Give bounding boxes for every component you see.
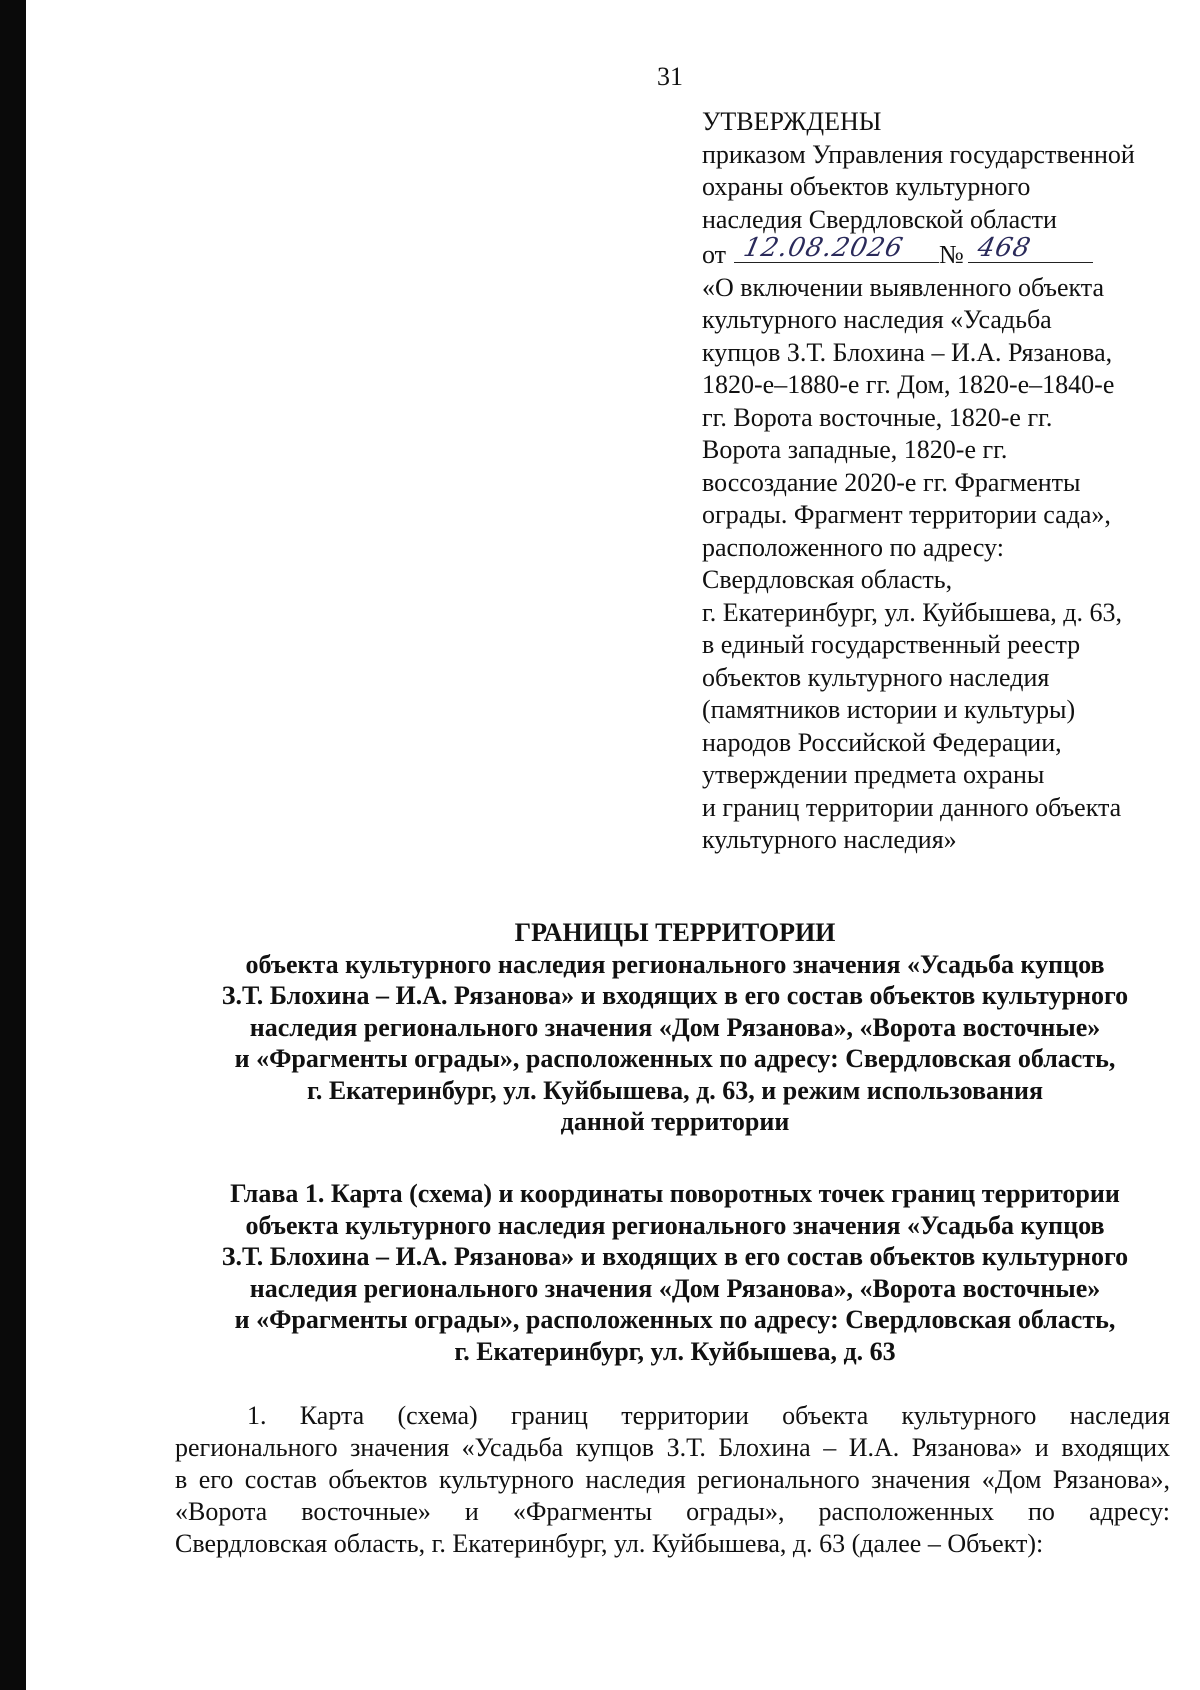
approval-line: народов Российской Федерации,: [702, 727, 1062, 757]
approval-line: Ворота западные, 1820-е гг.: [702, 435, 1008, 464]
chapter-title-line: наследия регионального значения «Дом Рязанова», «Ворота восточные»: [249, 1273, 1101, 1303]
approval-line: гг. Ворота восточные, 1820-е гг.: [702, 402, 1053, 432]
main-title-line: объекта культурного наследия регионального значения «Усадьба купцов: [245, 949, 1105, 979]
approval-line: ограды. Фрагмент территории сада»,: [702, 500, 1111, 529]
paragraph-line: 1. Карта (схема) границ территории объекта культурного наследия: [247, 1401, 1170, 1430]
approval-line: приказом Управления государственной: [702, 139, 1135, 169]
approval-line: культурного наследия «Усадьба: [702, 305, 1052, 334]
main-title-line: г. Екатеринбург, ул. Куйбышева, д. 63, и режим использования: [306, 1075, 1044, 1105]
chapter-title: [175, 1178, 1175, 1367]
chapter-title-line: и «Фрагменты ограды», расположенных по адресу: Свердловская область,: [234, 1305, 1116, 1334]
paragraph-1: [175, 1400, 1170, 1560]
approval-line: воссоздание 2020-е гг. Фрагменты: [702, 467, 1081, 497]
approval-line: охраны объектов культурного: [702, 172, 1031, 201]
main-title-line: и «Фрагменты ограды», расположенных по адресу: Свердловская область,: [234, 1044, 1116, 1073]
approval-line: культурного наследия»: [702, 825, 957, 854]
date-field: [734, 232, 939, 263]
page-number: 31: [657, 62, 683, 91]
scan-edge: [0, 0, 26, 1690]
approval-line: объектов культурного наследия: [702, 662, 1050, 692]
chapter-title-line: г. Екатеринбург, ул. Куйбышева, д. 63: [454, 1336, 896, 1366]
main-title-line: данной территории: [560, 1107, 790, 1136]
chapter-title-line: З.Т. Блохина – И.А. Рязанова» и входящих в его состав объектов культурного: [221, 1242, 1129, 1271]
paragraph-line: регионального значения «Усадьба купцов З.Т. Блохина – И.А. Рязанова» и входящих: [175, 1433, 1170, 1462]
number-label: №: [939, 240, 964, 269]
chapter-title-line: Глава 1. Карта (схема) и координаты поворотных точек границ территории: [230, 1179, 1120, 1208]
main-title-line: З.Т. Блохина – И.А. Рязанова» и входящих в его состав объектов культурного: [221, 981, 1129, 1010]
approval-block: [702, 106, 1182, 857]
approval-line: Свердловская область,: [702, 565, 953, 594]
handwritten-date: 12.08.2026: [740, 232, 907, 263]
approval-line: 1820-е–1880-е гг. Дом, 1820-е–1840-е: [702, 370, 1115, 399]
approval-line: утверждении предмета охраны: [702, 760, 1045, 789]
main-title: [175, 917, 1175, 1138]
approval-line: наследия Свердловской области: [702, 204, 1057, 234]
paragraph-line: Свердловская область, г. Екатеринбург, ул. Куйбышева, д. 63 (далее – Объект):: [175, 1529, 1044, 1558]
approval-line: г. Екатеринбург, ул. Куйбышева, д. 63,: [702, 597, 1123, 627]
chapter-title-line: объекта культурного наследия регионального значения «Усадьба купцов: [245, 1210, 1105, 1240]
paragraph-line: «Ворота восточные» и «Фрагменты ограды», расположенных по адресу:: [175, 1497, 1170, 1526]
approval-line: купцов З.Т. Блохина – И.А. Рязанова,: [702, 337, 1113, 367]
approval-heading: УТВЕРЖДЕНЫ: [702, 107, 882, 136]
handwritten-number: 468: [974, 232, 1034, 263]
from-label: от: [702, 240, 727, 269]
main-title-line: наследия регионального значения «Дом Рязанова», «Ворота восточные»: [249, 1012, 1101, 1042]
approval-line: расположенного по адресу:: [702, 532, 1004, 562]
approval-line: в единый государственный реестр: [702, 630, 1081, 659]
number-field: [968, 232, 1093, 263]
approval-line: и границ территории данного объекта: [702, 792, 1122, 822]
paragraph-line: в его состав объектов культурного наследия регионального значения «Дом Рязанова»,: [175, 1465, 1170, 1494]
approval-date-line: [702, 232, 1182, 272]
approval-line: «О включении выявленного объекта: [702, 272, 1105, 302]
approval-line: (памятников истории и культуры): [702, 695, 1076, 724]
main-title-line: ГРАНИЦЫ ТЕРРИТОРИИ: [514, 918, 836, 947]
